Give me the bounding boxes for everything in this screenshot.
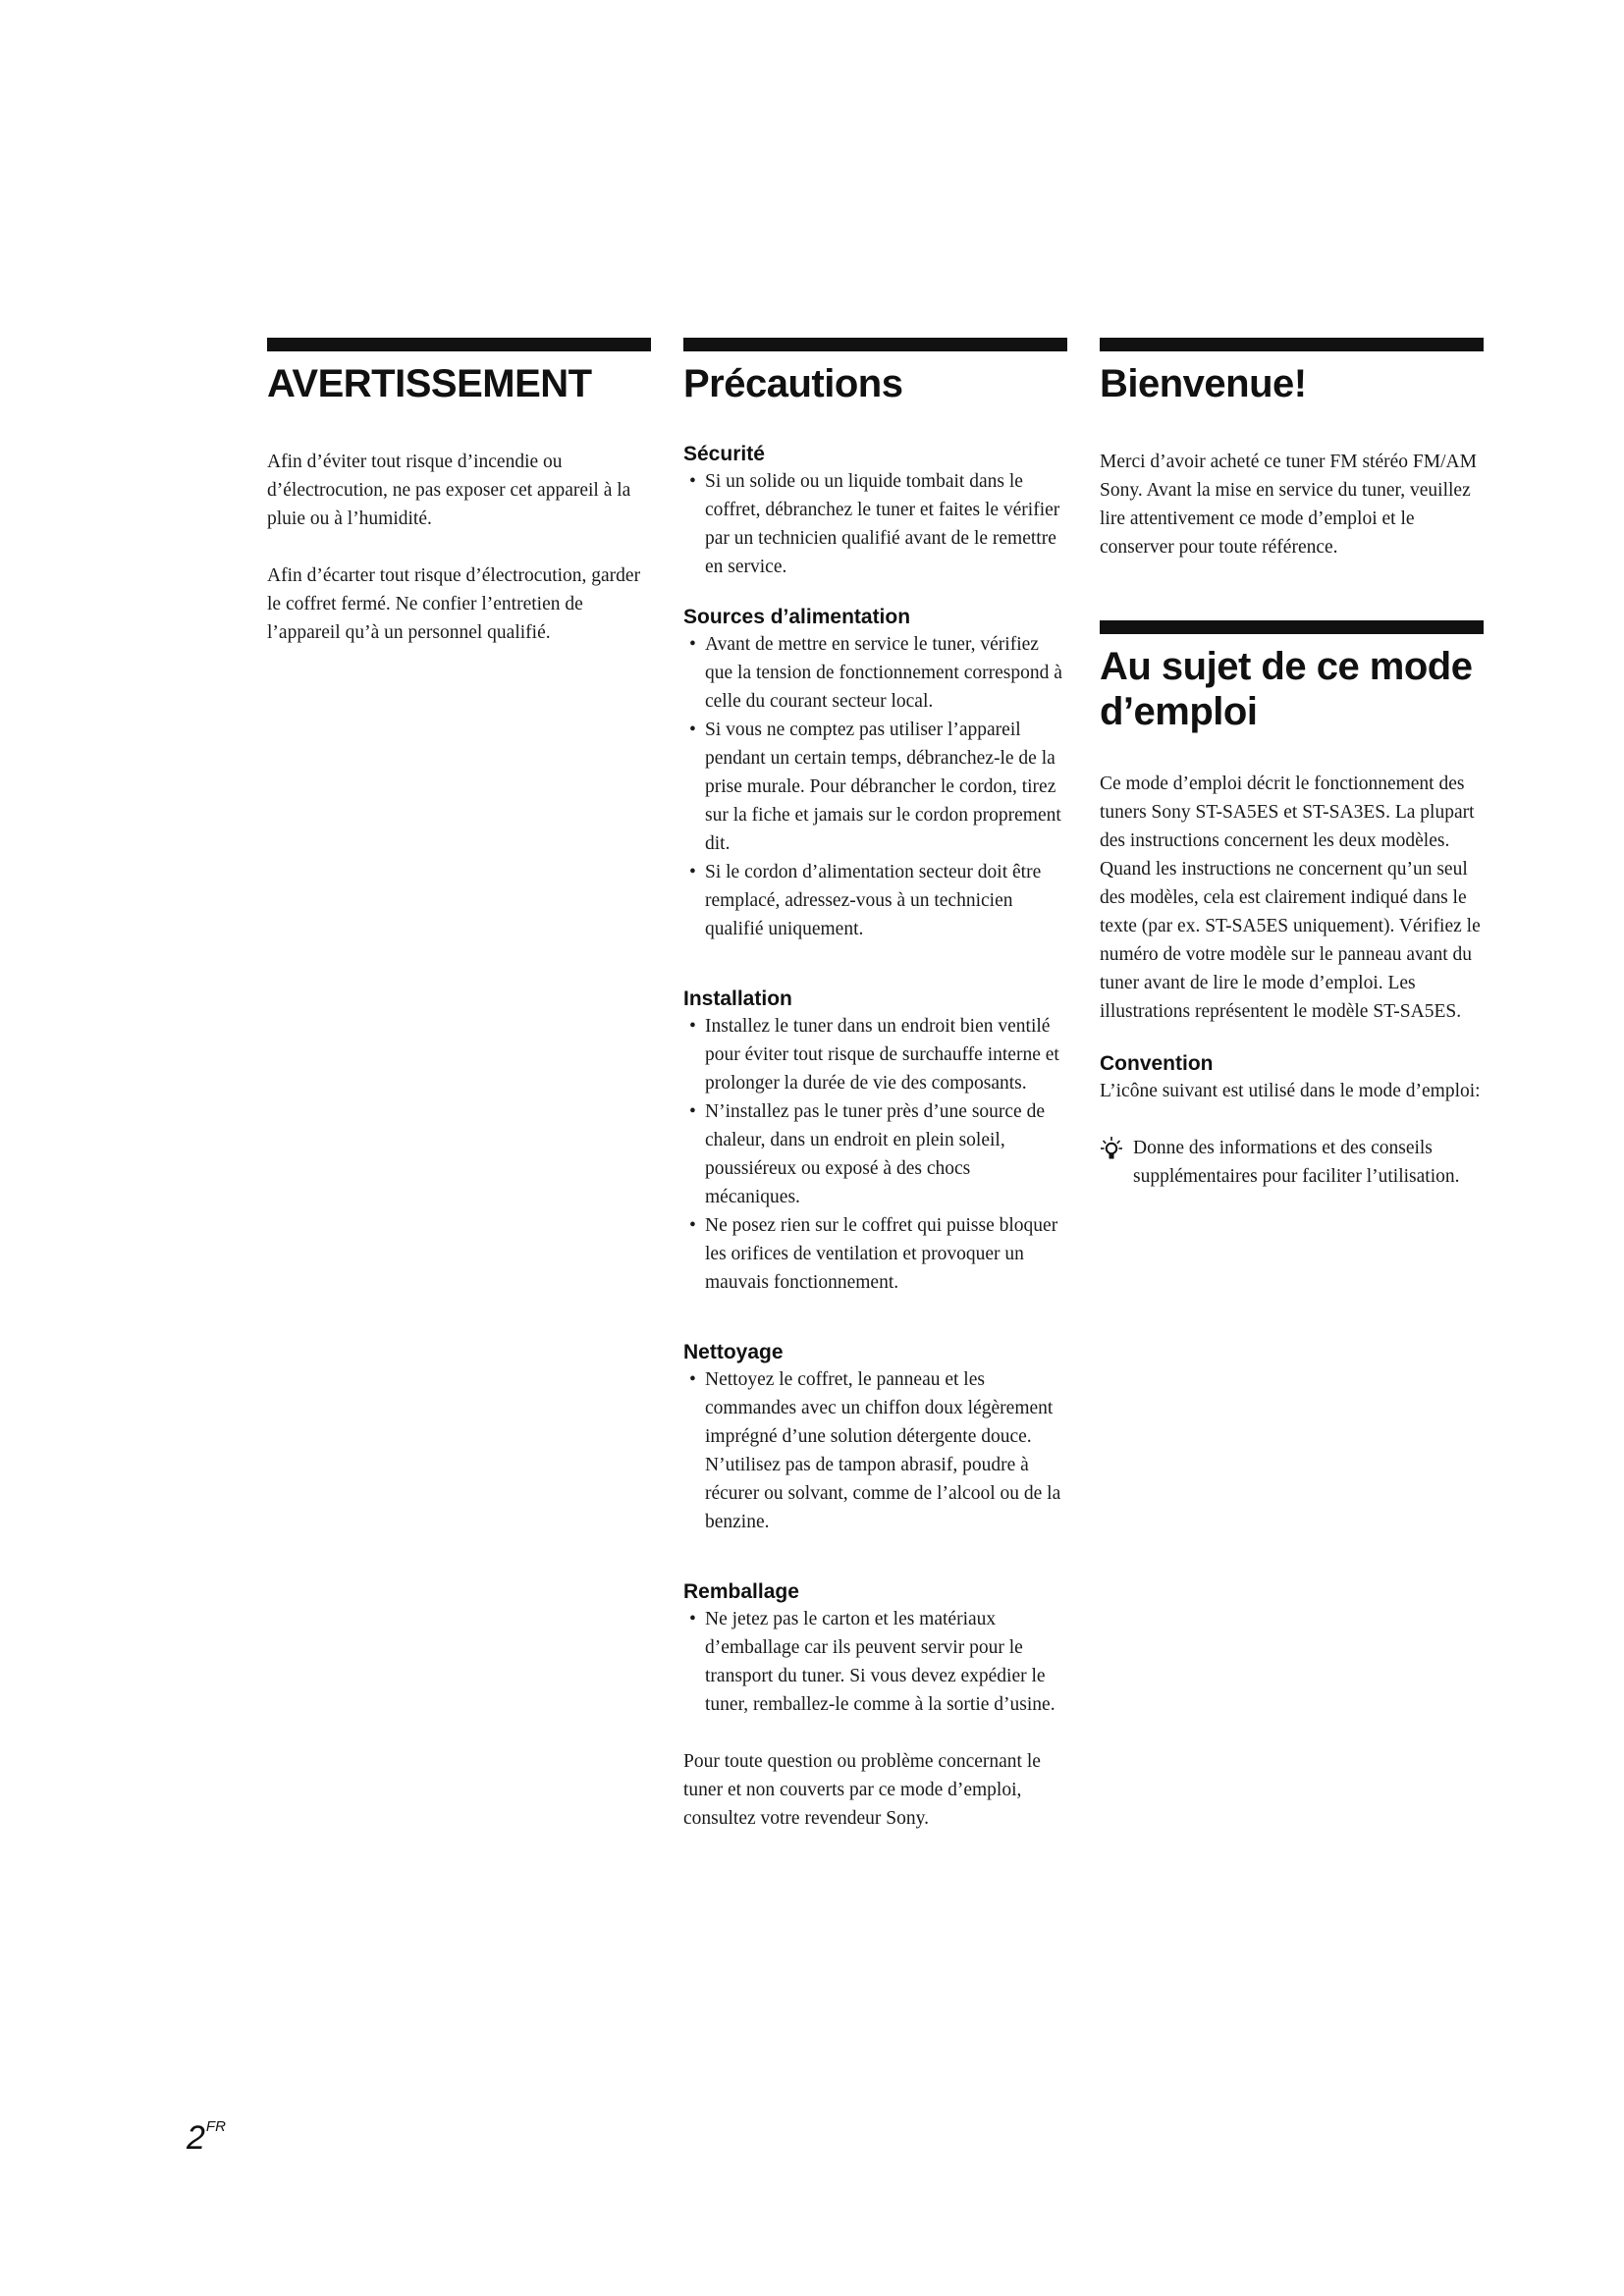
warning-rule: [267, 338, 651, 351]
securite-list: [683, 467, 1067, 581]
nettoyage-list: [683, 1365, 1067, 1536]
tip-note: [1100, 1134, 1484, 1191]
page-number: $2^{FR}$: [187, 2118, 226, 2157]
welcome-title: Bienvenue!: [1100, 362, 1307, 405]
list-item: • Si un solide ou un liquide tombait dans le coffret, débranchez le tuner et faites le vérifier par un technicien qualifié avant de le remettre en service.: [689, 471, 1060, 577]
page-language: FR: [205, 2118, 226, 2135]
nettoyage-heading: Nettoyage: [683, 1341, 784, 1363]
convention-text: L’icône suivant est utilisé dans le mode d’emploi:: [1100, 1081, 1481, 1101]
precautions-closing: Pour toute question ou problème concernant le tuner et non couverts par ce mode d’emploi, consultez votre revendeur Sony.: [683, 1751, 1041, 1829]
sources-list: [683, 630, 1067, 943]
convention-heading: Convention: [1100, 1052, 1214, 1075]
warning-title: AVERTISSEMENT: [267, 362, 592, 405]
remballage-list: [683, 1605, 1067, 1719]
list-item: • Si le cordon d’alimentation secteur doit être remplacé, adressez-vous à un technicien qualifié uniquement.: [689, 862, 1042, 939]
welcome-text: Merci d’avoir acheté ce tuner FM stéréo FM/AM Sony. Avant la mise en service du tuner, veuillez lire attentivement ce mode d’emploi et le conserver pour toute référence.: [1100, 452, 1477, 558]
list-item: • Si vous ne comptez pas utiliser l’appareil pendant un certain temps, débranchez-le de la prise murale. Pour débrancher le cordon, tirez sur la fiche et jamais sur le cordon proprement dit.: [689, 720, 1061, 854]
about-title: Au sujet de ce mode d’emploi: [1100, 645, 1473, 733]
installation-heading: Installation: [683, 988, 792, 1010]
precautions-rule: [683, 338, 1067, 351]
welcome-column: [1100, 338, 1484, 1191]
list-item: • Avant de mettre en service le tuner, vérifiez que la tension de fonctionnement correspond à celle du courant secteur local.: [689, 634, 1062, 712]
remballage-heading: Remballage: [683, 1580, 799, 1603]
securite-heading: Sécurité: [683, 443, 765, 465]
warning-column: [267, 338, 651, 647]
warning-paragraph: Afin d’écarter tout risque d’électrocution, garder le coffret fermé. Ne confier l’entretien de l’appareil qu’à un personnel qualifié.: [267, 565, 641, 643]
tip-text: Donne des informations et des conseils supplémentaires pour faciliter l’utilisation.: [1133, 1138, 1460, 1187]
list-item: • Installez le tuner dans un endroit bien ventilé pour éviter tout risque de surchauffe interne et prolonger la durée de vie des composants.: [689, 1016, 1059, 1094]
warning-paragraph: Afin d’éviter tout risque d’incendie ou d’électrocution, ne pas exposer cet appareil à la pluie ou à l’humidité.: [267, 452, 631, 529]
installation-list: [683, 1012, 1067, 1297]
list-item: • N’installez pas le tuner près d’une source de chaleur, dans un endroit en plein soleil, poussiéreux ou exposé à des chocs mécaniques.: [689, 1101, 1045, 1207]
precautions-column: [683, 338, 1067, 1833]
about-rule: [1100, 620, 1484, 634]
list-item: • Nettoyez le coffret, le panneau et les commandes avec un chiffon doux légèrement imprégné d’une solution détergente douce. N’utilisez pas de tampon abrasif, poudre à récurer ou solvant, comme de l’alcool ou de la benzine.: [689, 1369, 1061, 1532]
precautions-title: Précautions: [683, 362, 903, 405]
welcome-rule: [1100, 338, 1484, 351]
lightbulb-icon: [1100, 1136, 1123, 1163]
about-text: Ce mode d’emploi décrit le fonctionnement des tuners Sony ST-SA5ES et ST-SA3ES. La plupart des instructions concernent les deux modèles. Quand les instructions ne concernent qu’un seul des modèles, cela est clairement indiqué dans le texte (par ex. ST-SA5ES uniquement). Vérifiez le numéro de votre modèle sur le panneau avant du tuner avant de lire le mode d’emploi. Les illustrations représentent le modèle ST-SA5ES.: [1100, 774, 1481, 1022]
sources-heading: Sources d’alimentation: [683, 606, 911, 628]
list-item: • Ne jetez pas le carton et les matériaux d’emballage car ils peuvent servir pour le transport du tuner. Si vous devez expédier le tuner, remballez-le comme à la sortie d’usine.: [689, 1609, 1056, 1715]
list-item: • Ne posez rien sur le coffret qui puisse bloquer les orifices de ventilation et provoquer un mauvais fonctionnement.: [689, 1215, 1058, 1293]
